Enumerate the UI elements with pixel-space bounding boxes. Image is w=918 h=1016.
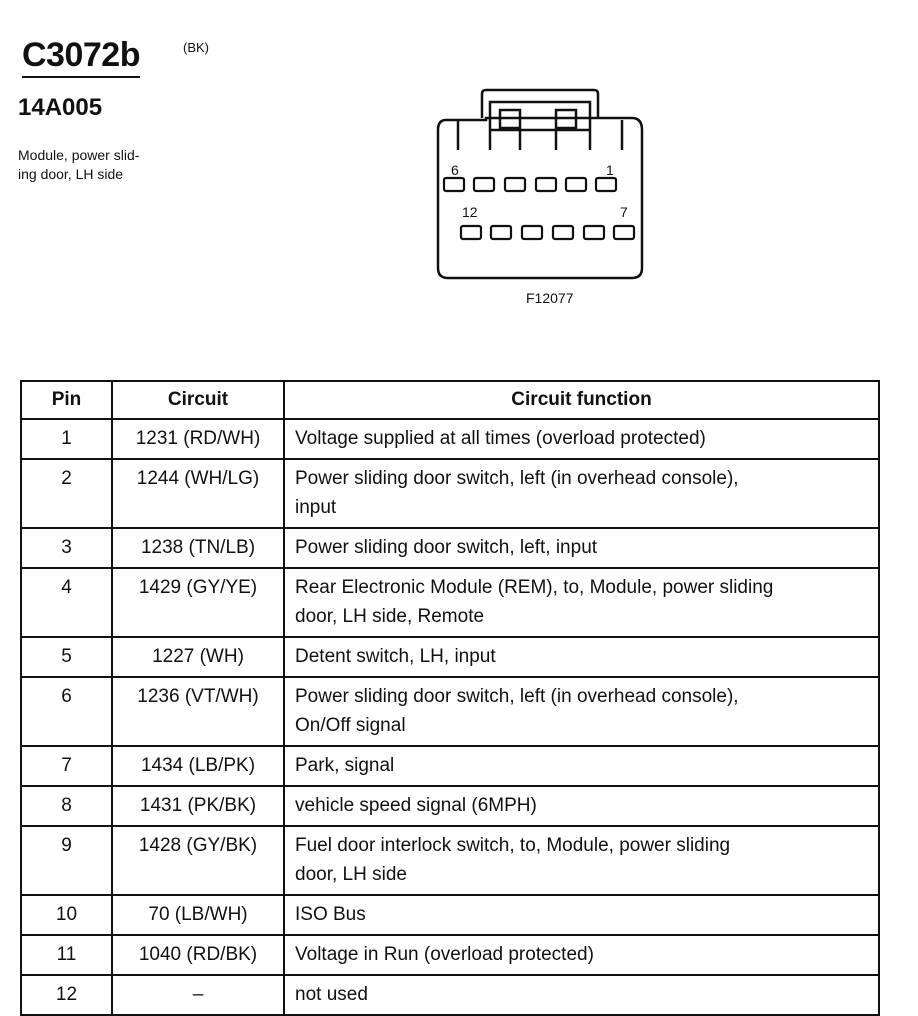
- table-row: [21, 975, 879, 1015]
- table-row: [21, 568, 879, 637]
- pin-cavity: [491, 226, 511, 239]
- circuit-code: 1227 (WH): [112, 637, 284, 677]
- pin-number: 10: [21, 895, 112, 935]
- circuit-function-line: Power sliding door switch, left (in overhead console),: [295, 686, 739, 707]
- circuit-code: 1429 (GY/YE): [112, 568, 284, 637]
- table-row: [21, 677, 879, 746]
- pin-number: 3: [21, 528, 112, 568]
- pin-number: 11: [21, 935, 112, 975]
- table-row: [21, 826, 879, 895]
- circuit-function-line: not used: [295, 984, 368, 1005]
- circuit-code: 70 (LB/WH): [112, 895, 284, 935]
- pin-number: 6: [21, 677, 112, 746]
- part-number: 14A005: [18, 94, 103, 121]
- pin-label-7: 7: [620, 204, 628, 220]
- module-description-line: Module, power slid-: [18, 147, 140, 163]
- table-row: [21, 746, 879, 786]
- pinout-table-body: [21, 419, 879, 1015]
- pin-cavity: [596, 178, 616, 191]
- pin-cavity: [505, 178, 525, 191]
- circuit-function: [284, 786, 879, 826]
- circuit-function: [284, 459, 879, 528]
- circuit-code: 1428 (GY/BK): [112, 826, 284, 895]
- pin-number: 9: [21, 826, 112, 895]
- circuit-function-line: Power sliding door switch, left, input: [295, 537, 598, 558]
- module-description-line: ing door, LH side: [18, 166, 124, 182]
- table-row: [21, 895, 879, 935]
- table-row: [21, 786, 879, 826]
- circuit-function-line: ISO Bus: [295, 904, 366, 925]
- circuit-code: 1244 (WH/LG): [112, 459, 284, 528]
- circuit-code: 1231 (RD/WH): [112, 419, 284, 459]
- circuit-function: [284, 528, 879, 568]
- circuit-function-line: Fuel door interlock switch, to, Module, power sliding: [295, 835, 731, 856]
- connector-housing: [438, 118, 642, 278]
- pin-number: 5: [21, 637, 112, 677]
- circuit-function: [284, 568, 879, 637]
- circuit-code: –: [112, 975, 284, 1015]
- circuit-code: 1431 (PK/BK): [112, 786, 284, 826]
- table-row: [21, 935, 879, 975]
- pin-number: 4: [21, 568, 112, 637]
- pinout-table: [20, 380, 880, 1016]
- pin-cavity: [566, 178, 586, 191]
- pin-number: 7: [21, 746, 112, 786]
- circuit-code: 1434 (LB/PK): [112, 746, 284, 786]
- connector-id: C3072b: [22, 36, 140, 74]
- pin-cavity: [444, 178, 464, 191]
- pin-number: 2: [21, 459, 112, 528]
- table-row: [21, 637, 879, 677]
- pin-cavities-bottom-row: [461, 226, 634, 239]
- circuit-code: 1040 (RD/BK): [112, 935, 284, 975]
- figure-reference: F12077: [526, 290, 574, 306]
- circuit-function-line: Rear Electronic Module (REM), to, Module, power sliding: [295, 577, 774, 598]
- column-header-pin: Pin: [21, 381, 112, 419]
- table-row: [21, 419, 879, 459]
- pin-number: 8: [21, 786, 112, 826]
- circuit-function: [284, 746, 879, 786]
- circuit-function-line: door, LH side, Remote: [295, 606, 485, 627]
- pin-cavity: [461, 226, 481, 239]
- table-row: [21, 528, 879, 568]
- circuit-function: [284, 677, 879, 746]
- circuit-code: 1238 (TN/LB): [112, 528, 284, 568]
- circuit-function-line: input: [295, 497, 337, 518]
- circuit-function-line: Power sliding door switch, left (in overhead console),: [295, 468, 739, 489]
- column-header-function: Circuit function: [284, 381, 879, 419]
- circuit-code: 1236 (VT/WH): [112, 677, 284, 746]
- pin-cavity: [474, 178, 494, 191]
- pin-cavity: [584, 226, 604, 239]
- pin-label-12: 12: [462, 204, 478, 220]
- circuit-function: [284, 419, 879, 459]
- circuit-function: [284, 637, 879, 677]
- circuit-function-line: door, LH side: [295, 864, 407, 885]
- circuit-function-line: Park, signal: [295, 755, 395, 776]
- circuit-function: [284, 975, 879, 1015]
- connector-color-code: (BK): [183, 40, 209, 55]
- pin-cavities-top-row: [444, 178, 616, 191]
- pin-cavity: [536, 178, 556, 191]
- table-row: [21, 459, 879, 528]
- circuit-function: [284, 895, 879, 935]
- circuit-function: [284, 826, 879, 895]
- circuit-function-line: vehicle speed signal (6MPH): [295, 795, 537, 816]
- circuit-function-line: Voltage supplied at all times (overload protected): [295, 428, 706, 449]
- table-header-row: [21, 381, 879, 419]
- pin-cavity: [522, 226, 542, 239]
- pin-label-1: 1: [606, 162, 614, 178]
- pin-number: 1: [21, 419, 112, 459]
- pin-cavity: [553, 226, 573, 239]
- column-header-circuit: Circuit: [112, 381, 284, 419]
- circuit-function-line: On/Off signal: [295, 715, 406, 736]
- circuit-function-line: Detent switch, LH, input: [295, 646, 496, 667]
- circuit-function: [284, 935, 879, 975]
- connector-face-diagram: [0, 0, 918, 330]
- pin-label-6: 6: [451, 162, 459, 178]
- pin-cavity: [614, 226, 634, 239]
- pin-number: 12: [21, 975, 112, 1015]
- circuit-function-line: Voltage in Run (overload protected): [295, 944, 594, 965]
